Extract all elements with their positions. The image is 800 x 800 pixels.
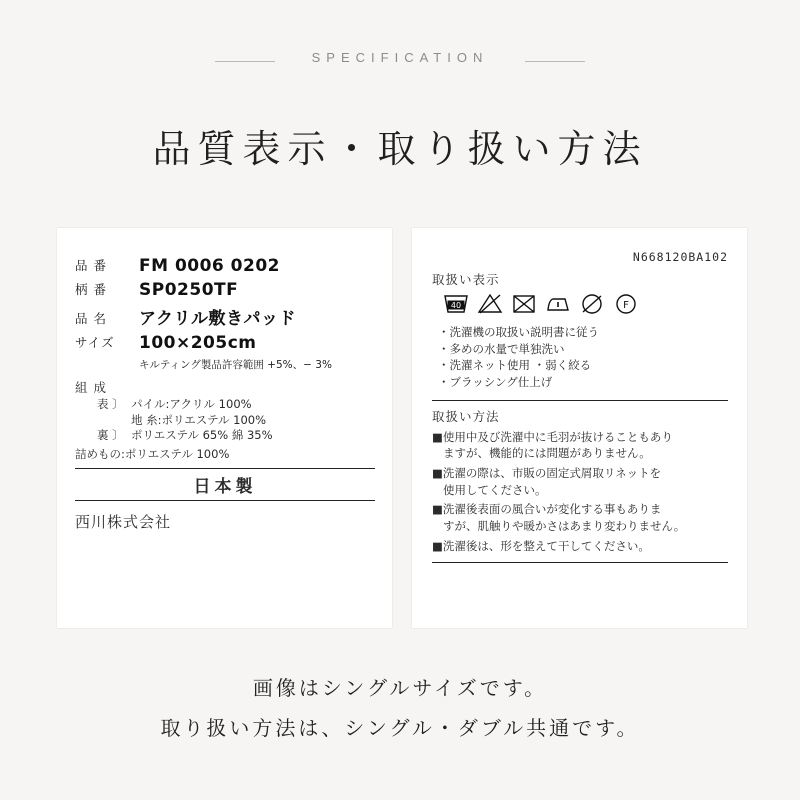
- care-note: ・洗濯機の取扱い説明書に従う: [438, 325, 599, 339]
- composition-label: 組 成: [75, 380, 107, 395]
- footer-note-2: 取り扱い方法は、シングル・ダブル共通です。: [160, 718, 640, 740]
- spec-value: アクリル敷きパッド: [139, 309, 296, 329]
- composition-list: [75, 397, 375, 444]
- divider-care-howto: [432, 400, 728, 401]
- iron-low-icon: [544, 292, 572, 316]
- spec-row-item-number: [75, 256, 375, 276]
- spec-value: FM 0006 0202: [139, 256, 280, 276]
- company-name: 西川株式会社: [75, 512, 172, 531]
- care-note: ・ブラッシング仕上げ: [438, 375, 553, 390]
- no-tumble-dry-icon: [510, 292, 538, 316]
- no-dry-clean-icon: [578, 292, 606, 316]
- care-notes-list: [438, 324, 728, 391]
- spec-key: サイズ: [75, 335, 115, 350]
- howto-list: [432, 429, 728, 555]
- made-in-label: 日本製: [193, 476, 257, 497]
- care-symbol-row: [442, 292, 728, 316]
- divider-bottom: [432, 562, 728, 563]
- footer-note-1: 画像はシングルサイズです。: [252, 678, 548, 700]
- spec-value: 100×205cm: [139, 333, 257, 353]
- quilting-tolerance-note: キルティング製品許容範囲 +5%、− 3%: [139, 359, 332, 371]
- howto-line: ■洗濯後は、形を整えて干してください。: [432, 538, 650, 553]
- howto-line: ますが、機能的には問題がありません。: [443, 446, 651, 461]
- spec-key: 品 番: [75, 258, 107, 273]
- composition-side: 表 〕: [97, 397, 124, 411]
- composition-line: [75, 397, 375, 413]
- composition-line: [75, 413, 375, 429]
- composition-text: 地 糸:ポリエステル 100%: [131, 412, 267, 427]
- spec-key: 柄 番: [75, 282, 107, 297]
- howto-line: ■使用中及び洗濯中に毛羽が抜けることもあり: [432, 429, 673, 444]
- care-note: ・洗濯ネット使用 ・弱く絞る: [438, 358, 592, 373]
- care-symbols-title: 取扱い表示: [432, 272, 500, 287]
- professional-wetclean-f-icon: [612, 292, 640, 316]
- no-bleach-icon: [476, 292, 504, 316]
- svg-text:F: F: [623, 300, 629, 311]
- svg-text:40: 40: [450, 301, 462, 310]
- spec-row-size: [75, 333, 375, 353]
- care-label-content: [432, 250, 728, 563]
- howto-item: [432, 465, 728, 498]
- composition-side: [75, 413, 131, 429]
- composition-line: [75, 428, 375, 444]
- spec-key: 品 名: [75, 311, 107, 326]
- care-note: ・多めの水量で単独洗い: [438, 341, 565, 356]
- lot-number: N668120BA102: [632, 250, 728, 264]
- wash-40-icon: [442, 292, 470, 316]
- header-rule-right: [525, 61, 585, 62]
- spec-row-pattern-number: [75, 280, 375, 300]
- page-title: 品質表示・取り扱い方法: [152, 129, 648, 171]
- howto-line: ■洗濯の際は、市販の固定式屑取リネットを: [432, 466, 662, 481]
- header-eyebrow: SPECIFICATION: [311, 50, 489, 65]
- howto-title: 取扱い方法: [432, 408, 500, 424]
- composition-text: ポリエステル 65% 綿 35%: [131, 428, 273, 443]
- quality-label-card: [57, 228, 392, 628]
- care-label-card: [412, 228, 747, 628]
- howto-item: [432, 538, 728, 555]
- howto-line: すが、肌触りや暖かさはあまり変わりません。: [443, 519, 686, 534]
- composition-side: 裏 〕: [97, 428, 124, 443]
- spec-value: SP0250TF: [139, 280, 239, 300]
- howto-item: [432, 429, 728, 462]
- quality-label-content: [75, 256, 375, 532]
- howto-item: [432, 501, 728, 534]
- composition-text: パイル:アクリル 100%: [131, 397, 252, 411]
- howto-line: ■洗濯後表面の風合いが変化する事もありま: [432, 502, 662, 517]
- divider-below-made-in: [75, 500, 375, 501]
- howto-line: 使用してください。: [443, 482, 547, 497]
- filling-material: 詰めもの:ポリエステル 100%: [75, 446, 230, 461]
- spec-row-product-name: [75, 304, 375, 329]
